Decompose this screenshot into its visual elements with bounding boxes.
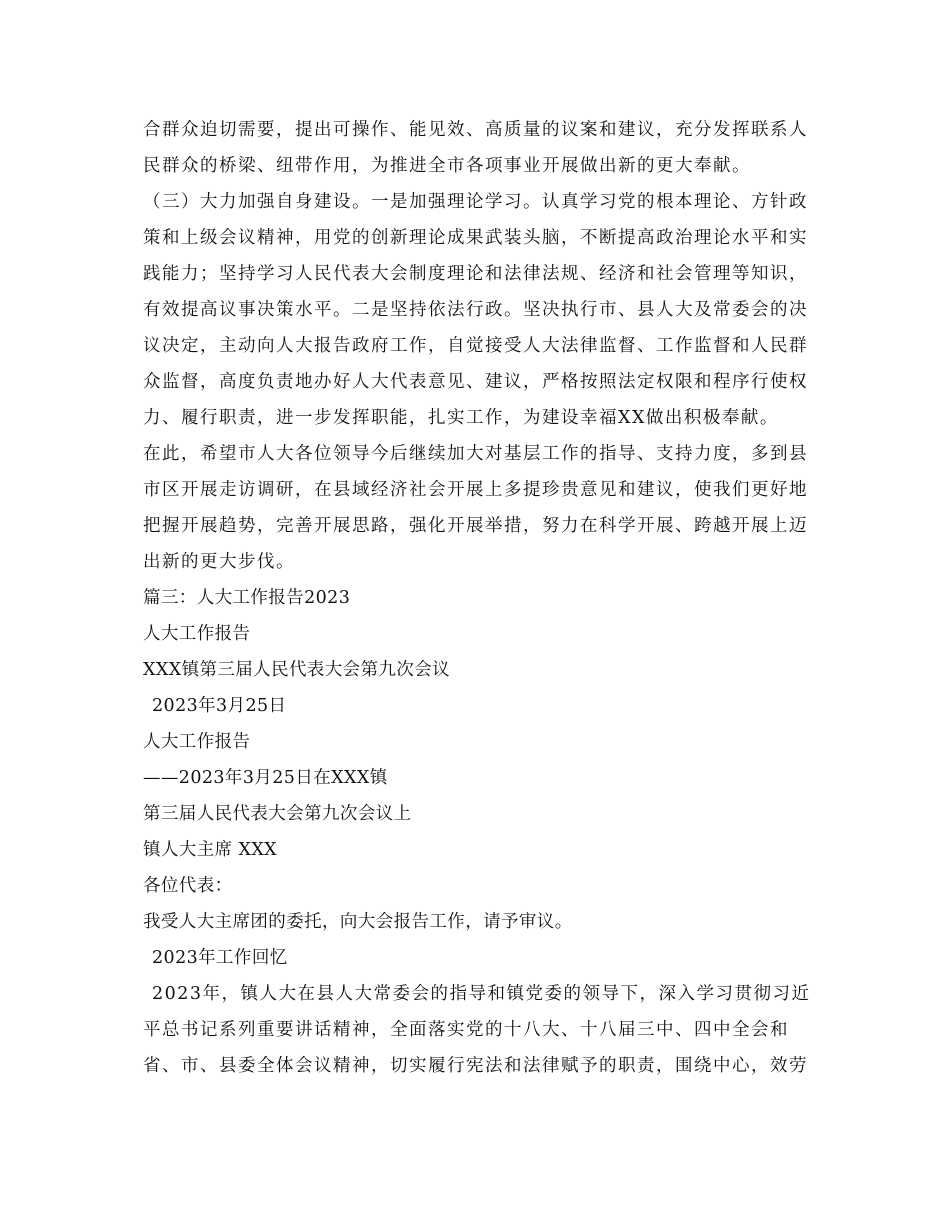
report-date: 2023年3月25日 (152, 696, 287, 716)
text-line: 众监督，高度负责地办好人大代表意见、建议，严格按照法定权限和程序行使权 (143, 372, 808, 392)
text-line: 合群众迫切需要，提出可操作、能见效、高质量的议案和建议，充分发挥联系人 (143, 120, 808, 140)
text-line: 把握开展趋势，完善开展思路，强化开展举措，努力在科学开展、跨越开展上迈 (143, 516, 808, 536)
subtitle-line: 第三届人民代表大会第九次会议上 (143, 804, 412, 824)
meeting-name: XXX镇第三届人民代表大会第九次会议 (143, 660, 451, 680)
text-line: 践能力；坚持学习人民代表大会制度理论和法律法规、经济和社会管理等知识， (143, 264, 808, 284)
speaker-line: 镇人大主席 XXX (143, 840, 278, 860)
text-line: 我受人大主席团的委托，向大会报告工作，请予审议。 (143, 912, 573, 932)
salutation: 各位代表： (143, 876, 233, 896)
text-line: 在此，希望市人大各位领导今后继续加大对基层工作的指导、支持力度，多到县 (143, 444, 808, 464)
text-line: 有效提高议事决策水平。二是坚持依法行政。坚决执行市、县人大及常委会的决 (143, 300, 808, 320)
text-line: 民群众的桥梁、纽带作用，为推进全市各项事业开展做出新的更大奉献。 (143, 156, 751, 176)
text-line: 平总书记系列重要讲话精神，全面落实党的十八大、十八届三中、四中全会和 (143, 1020, 789, 1040)
text-line: 省、市、县委全体会议精神，切实履行宪法和法律赋予的职责，围绕中心，效劳 (143, 1056, 808, 1076)
text-line: 力、履行职责，进一步发挥职能，扎实工作，为建设幸福XX做出积极奉献。 (143, 408, 779, 428)
subtitle-line: ——2023年3月25日在XXX镇 (143, 768, 388, 788)
section-heading: 篇三：人大工作报告2023 (143, 588, 351, 608)
section-heading: 2023年工作回忆 (152, 948, 288, 968)
text-line: （三）大力加强自身建设。一是加强理论学习。认真学习党的根本理论、方针政 (143, 192, 808, 212)
text-line: 市区开展走访调研，在县域经济社会开展上多提珍贵意见和建议，使我们更好地 (143, 480, 808, 500)
text-line: 2023年，镇人大在县人大常委会的指导和镇党委的领导下，深入学习贯彻习近 (152, 984, 811, 1004)
text-line: 出新的更大步伐。 (143, 552, 295, 572)
report-title: 人大工作报告 (143, 624, 251, 644)
text-line: 策和上级会议精神，用党的创新理论成果武装头脑，不断提高政治理论水平和实 (143, 228, 808, 248)
text-line: 议决定，主动向人大报告政府工作，自觉接受人大法律监督、工作监督和人民群 (143, 336, 808, 356)
report-title: 人大工作报告 (143, 732, 251, 752)
